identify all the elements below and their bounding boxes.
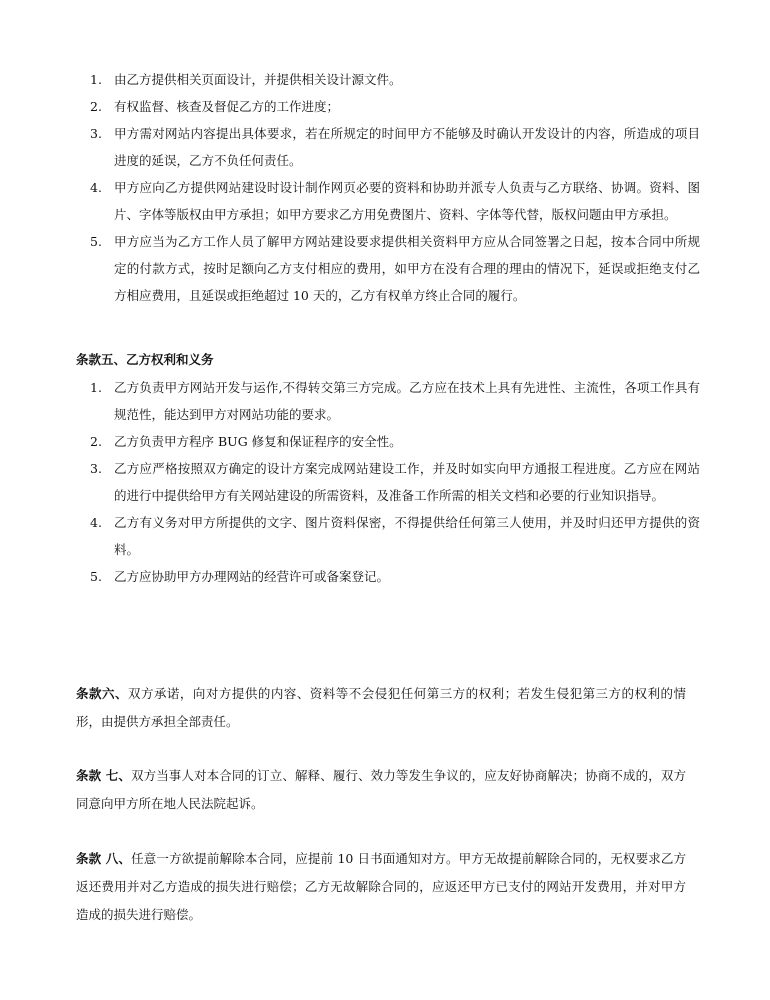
list-item — [0, 509, 770, 563]
list-item-text: 乙方负责甲方网站开发与运作,不得转交第三方完成。乙方应在技术上具有先进性、主流性，各项工作具有规范性，能达到甲方对网站功能的要求。 — [114, 380, 700, 422]
list-item-number: 5. — [90, 569, 102, 584]
section-heading: 条款五、乙方权利和义务 — [76, 352, 214, 367]
clause-eight — [76, 845, 686, 929]
list-item-number: 4. — [90, 180, 102, 195]
list-item — [0, 455, 770, 509]
clause-label: 条款六、 — [76, 686, 128, 701]
list-item-text: 甲方应向乙方提供网站建设时设计制作网页必要的资料和协助并派专人负责与乙方联络、协调。资料、图片、字体等版权由甲方承担；如甲方要求乙方用免费图片、资料、字体等代替，版权问题由甲方承担。 — [114, 180, 700, 222]
list-item — [0, 428, 770, 455]
list-item — [0, 120, 770, 174]
list-item-number: 1. — [90, 72, 102, 87]
list-item — [0, 563, 770, 590]
list-item-number: 2. — [90, 434, 102, 449]
list-item-number: 3. — [90, 461, 102, 476]
list-item-text: 乙方应协助甲方办理网站的经营许可或备案登记。 — [114, 569, 390, 584]
clause-label: 条款 七、 — [76, 768, 131, 783]
clause-text: 双方承诺，向对方提供的内容、资料等不会侵犯任何第三方的权利；若发生侵犯第三方的权利的情形，由提供方承担全部责任。 — [76, 686, 686, 729]
list-item-number: 1. — [90, 380, 102, 395]
clause-seven — [76, 762, 686, 818]
clause-label: 条款 八、 — [76, 851, 132, 866]
clause-text: 任意一方欲提前解除本合同，应提前 10 日书面通知对方。甲方无故提前解除合同的，无权要求乙方返还费用并对乙方造成的损失进行赔偿；乙方无故解除合同的，应返还甲方已支付的网站开发费用，并对甲方造成的损失进行赔偿。 — [76, 851, 686, 922]
list-item — [0, 174, 770, 228]
list-item-text: 有权监督、核查及督促乙方的工作进度； — [114, 99, 340, 114]
list-item-text: 乙方负责甲方程序 BUG 修复和保证程序的安全性。 — [114, 434, 402, 449]
list-item-text: 甲方应当为乙方工作人员了解甲方网站建设要求提供相关资料甲方应从合同签署之日起，按本合同中所规定的付款方式，按时足额向乙方支付相应的费用，如甲方在没有合理的理由的情况下，延误或拒绝支付乙方相应费用，且延误或拒绝超过 10 天的，乙方有权单方终止合同的履行。 — [114, 234, 700, 303]
list-item — [0, 66, 770, 93]
list-item-number: 4. — [90, 515, 102, 530]
list-item-text: 乙方应严格按照双方确定的设计方案完成网站建设工作，并及时如实向甲方通报工程进度。乙方应在网站的进行中提供给甲方有关网站建设的所需资料，及准备工作所需的相关文档和必要的行业知识指导。 — [114, 461, 700, 503]
list-item-number: 5. — [90, 234, 102, 249]
clause-text: 双方当事人对本合同的订立、解释、履行、效力等发生争议的，应友好协商解决；协商不成的，双方同意向甲方所在地人民法院起诉。 — [76, 768, 686, 811]
list-item — [0, 374, 770, 428]
list-item — [0, 228, 770, 309]
obligations-list-party-a — [0, 66, 770, 309]
clause-six — [76, 680, 686, 736]
list-item-text: 乙方有义务对甲方所提供的文字、图片资料保密，不得提供给任何第三人使用，并及时归还甲方提供的资料。 — [114, 515, 700, 557]
list-item-number: 2. — [90, 99, 102, 114]
obligations-list-party-b — [0, 374, 770, 590]
list-item-text: 甲方需对网站内容提出具体要求，若在所规定的时间甲方不能够及时确认开发设计的内容，所造成的项目进度的延误，乙方不负任何责任。 — [114, 126, 700, 168]
list-item-number: 3. — [90, 126, 102, 141]
list-item-text: 由乙方提供相关页面设计，并提供相关设计源文件。 — [114, 72, 402, 87]
list-item — [0, 93, 770, 120]
